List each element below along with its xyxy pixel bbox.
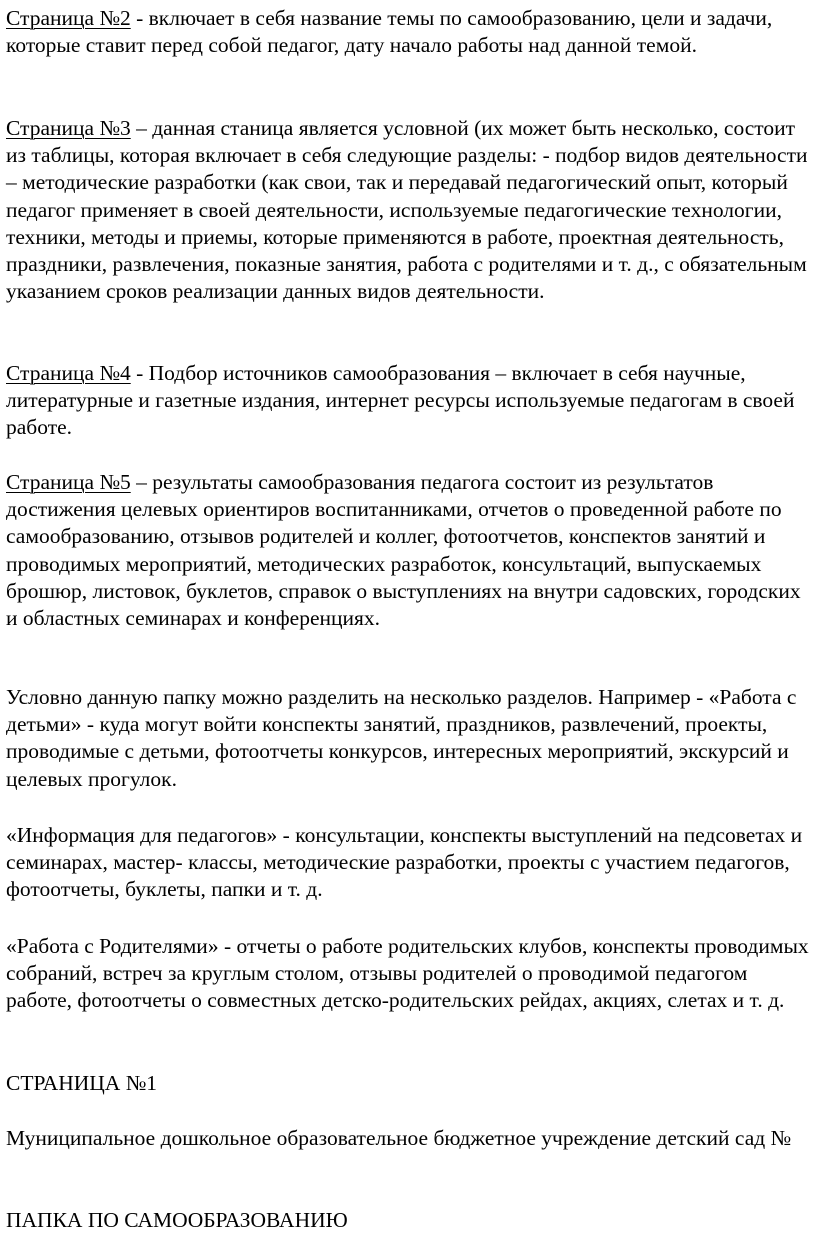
page-4-text: - Подбор источников самообразования – включает в себя научные, литературные и газетные издания, интернет ресурсы используемые педагогам в своей работе. bbox=[6, 361, 795, 440]
page-2-text: - включает в себя название темы по самообразованию, цели и задачи, которые ставит перед собой педагог, дату начало работы над данной темой. bbox=[6, 6, 773, 58]
paragraph-page-4 bbox=[6, 360, 812, 442]
paragraph-page-3 bbox=[6, 115, 812, 305]
paragraph-page-2 bbox=[6, 5, 812, 59]
page-3-heading: Страница №3 bbox=[6, 116, 131, 140]
paragraph-sections-intro: Условно данную папку можно разделить на несколько разделов. Например - «Работа с детьми» - куда могут войти конспекты занятий, праздников, развлечений, проекты, проводимые с детьми, фотоотчеты конкурсов, интересных мероприятий, экскурсий и целевых прогулок. bbox=[6, 685, 797, 791]
paragraph-page-5 bbox=[6, 469, 812, 632]
page-5-heading: Страница №5 bbox=[6, 470, 131, 494]
page-4-heading: Страница №4 bbox=[6, 361, 131, 385]
page-3-text: – данная станица является условной (их может быть несколько, состоит из таблицы, которая включает в себя следующие разделы: - подбор видов деятельности – методические разработки (как свои, так и передавай педагогический опыт, который педагог применяет в своей деятельности, используемые педагогические технологии, техники, методы и приемы, которые применяются в работе, проектная деятельность, праздники, развлечения, показные занятия, работа с родителями и т. д., с обязательным указанием сроков реализации данных видов деятельности. bbox=[6, 116, 808, 304]
page-2-heading: Страница №2 bbox=[6, 6, 131, 30]
page-5-text: – результаты самообразования педагога состоит из результатов достижения целевых ориентиров воспитанниками, отчетов о проведенной работе по самообразованию, отзывов родителей и коллег, фотоотчетов, конспектов занятий и проводимых мероприятий, методических разработок, консультаций, выпускаемых брошюр, листовок, буклетов, справок о выступлениях на внутри садовских, городских и областных семинарах и конференциях. bbox=[6, 470, 801, 631]
page-1-heading: СТРАНИЦА №1 bbox=[6, 1071, 157, 1095]
institution-name: Муниципальное дошкольное образовательное бюджетное учреждение детский сад № bbox=[6, 1126, 792, 1150]
folder-title: ПАПКА ПО САМООБРАЗОВАНИЮ bbox=[6, 1208, 348, 1232]
paragraph-info-for-teachers: «Информация для педагогов» - консультации, конспекты выступлений на педсоветах и семинарах, мастер- классы, методические разработки, проекты с участием педагогов, фотоотчеты, буклеты, папки и т. д. bbox=[6, 823, 803, 902]
paragraph-work-with-parents: «Работа с Родителями» - отчеты о работе родительских клубов, конспекты проводимых собраний, встреч за круглым столом, отзывы родителей о проводимой педагогом работе, фотоотчеты о совместных детско-родительских рейдах, акциях, слетах и т. д. bbox=[6, 934, 809, 1013]
